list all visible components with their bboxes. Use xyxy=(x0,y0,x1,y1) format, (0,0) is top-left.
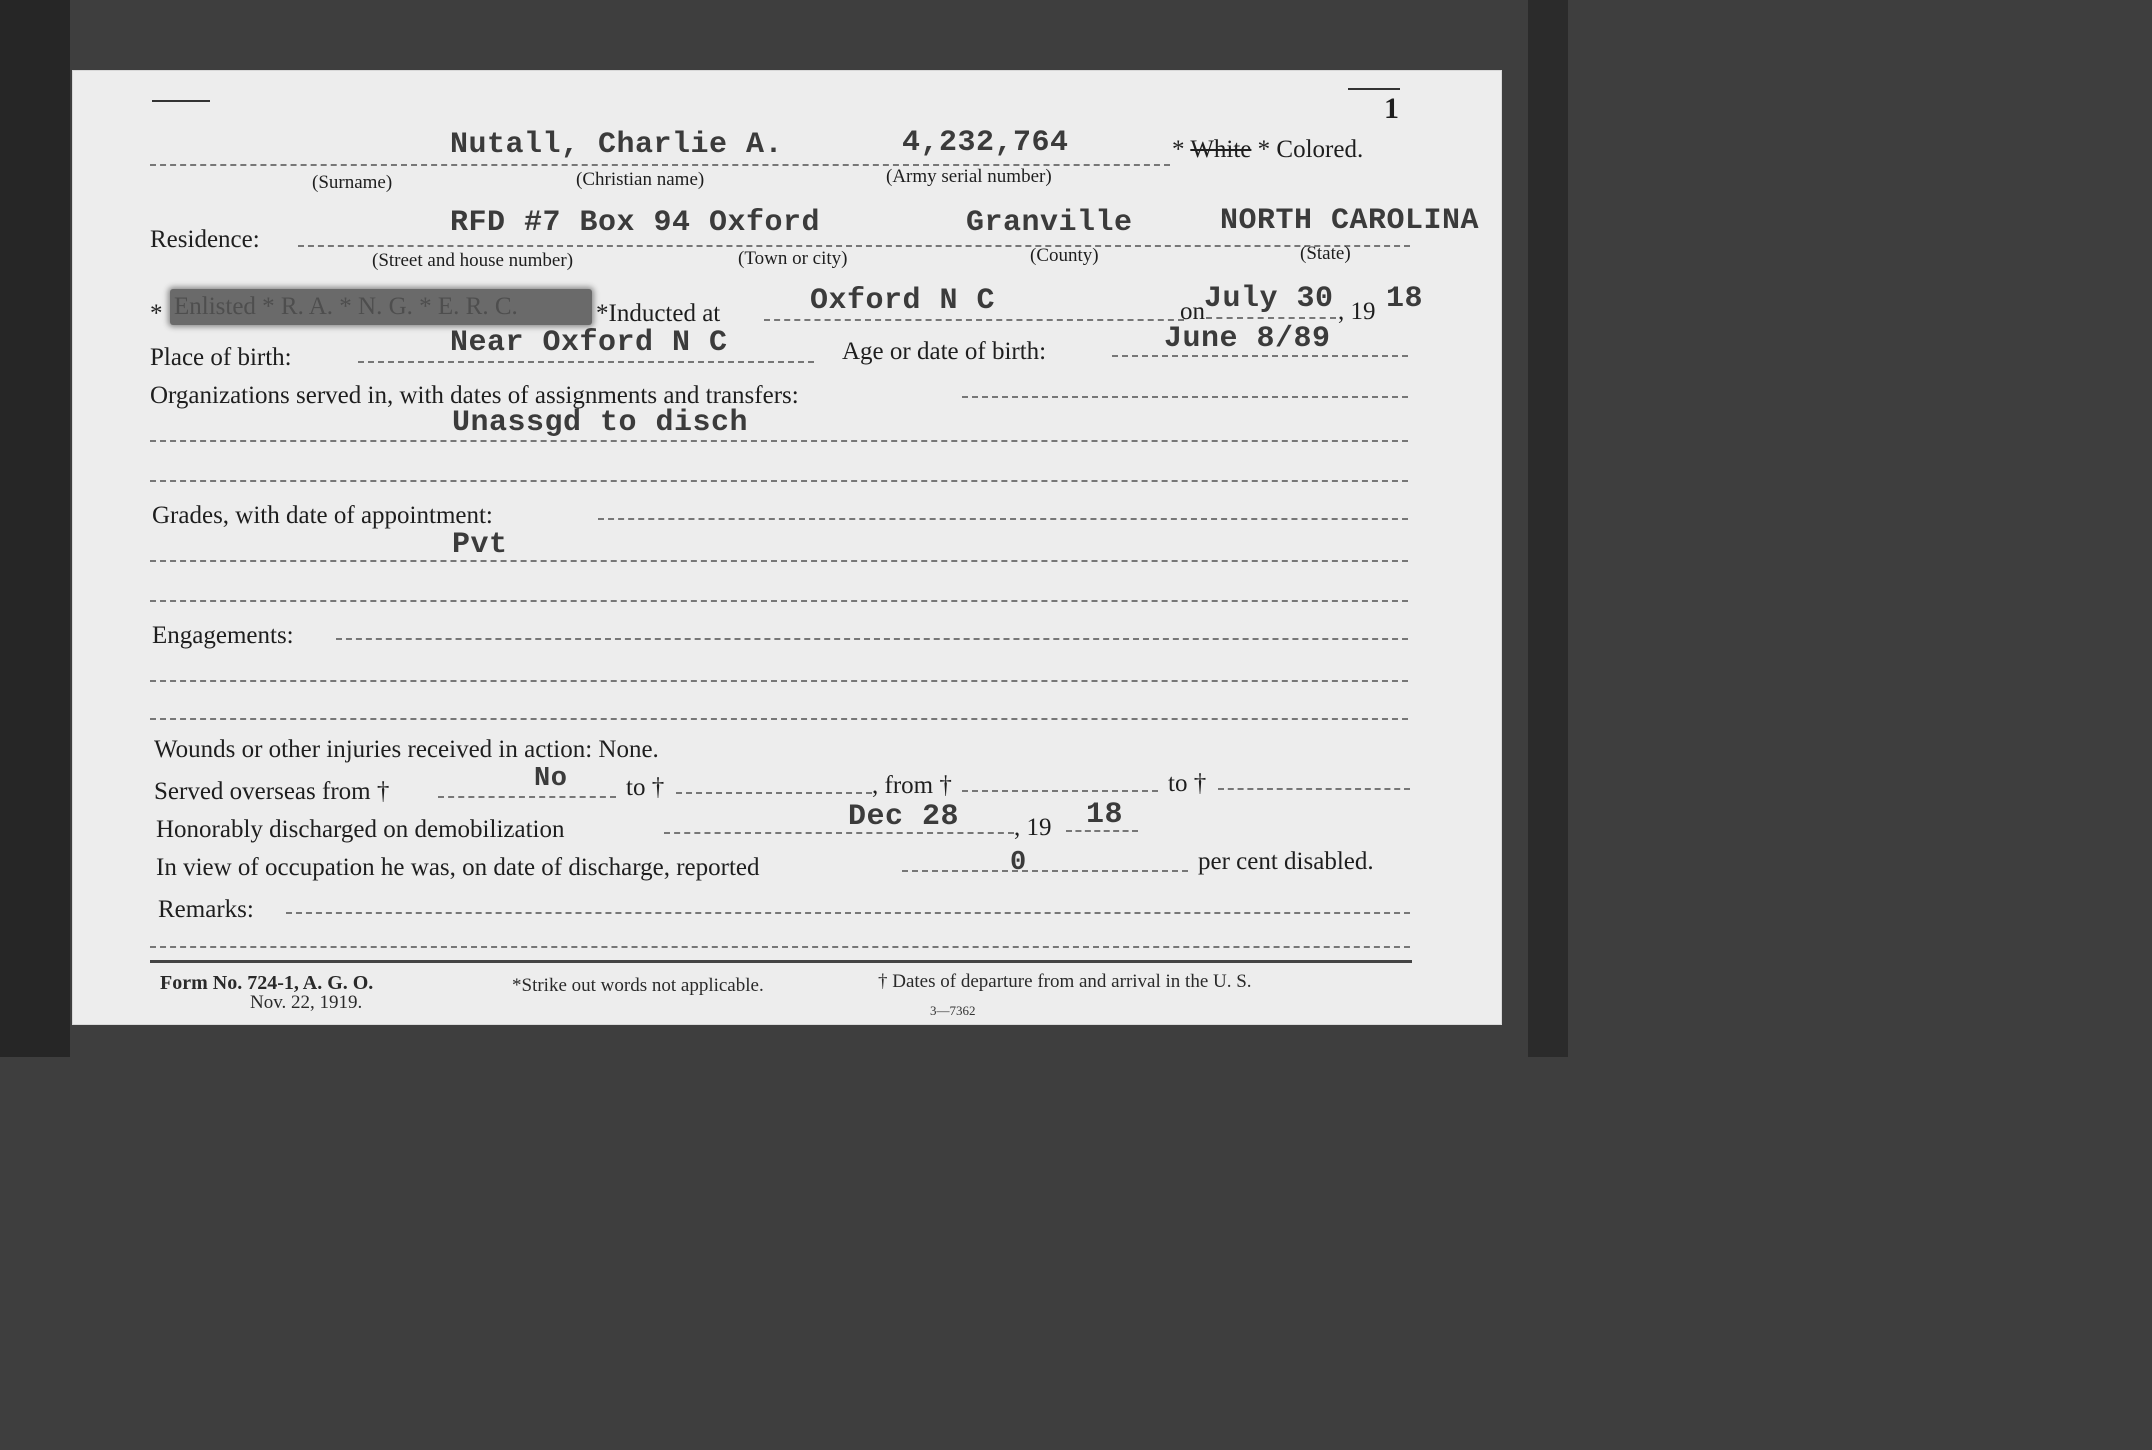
form-number: Form No. 724-1, A. G. O. xyxy=(160,972,374,994)
card-number: 1 xyxy=(1384,92,1399,125)
discharge-date: Dec 28 xyxy=(848,800,960,834)
caption-state: (State) xyxy=(1300,243,1351,264)
grades-line-1 xyxy=(598,518,1408,520)
caption-christian-name: (Christian name) xyxy=(576,169,705,190)
inducted-label: *Inducted at xyxy=(596,300,721,327)
wounds-label: Wounds or other injuries received in action: None. xyxy=(154,736,659,763)
top-right-rule xyxy=(1348,88,1400,90)
caption-surname: (Surname) xyxy=(312,172,393,193)
scan-background-left xyxy=(0,0,70,1057)
organizations-value: Unassgd to disch xyxy=(452,406,749,440)
disability-line xyxy=(902,870,1188,872)
discharge-date-line xyxy=(664,832,1014,834)
grades-line-2 xyxy=(150,560,1408,562)
engagements-line-3 xyxy=(150,718,1408,720)
residence-line xyxy=(298,245,1410,247)
inducted-year-prefix: , 19 xyxy=(1338,298,1376,325)
form-date: Nov. 22, 1919. xyxy=(250,992,363,1013)
caption-serial: (Army serial number) xyxy=(886,166,1052,187)
print-number: 3—7362 xyxy=(930,1003,976,1018)
strike-note: *Strike out words not applicable. xyxy=(512,975,764,996)
remarks-line-1 xyxy=(286,912,1410,914)
inducted-date: July 30 xyxy=(1204,282,1334,316)
grades-value: Pvt xyxy=(452,528,508,562)
overseas-to-1: to † xyxy=(626,774,665,801)
engagements-label: Engagements: xyxy=(152,622,294,649)
race-field: * White * Colored. xyxy=(1172,136,1364,163)
grades-line-3 xyxy=(150,600,1408,602)
race-colored: Colored. xyxy=(1276,136,1364,163)
overseas-value: No xyxy=(534,764,568,794)
discharge-label: Honorably discharged on demobilization xyxy=(156,816,565,843)
organizations-label: Organizations served in, with dates of assignments and transfers: xyxy=(150,382,799,409)
birth-date: June 8/89 xyxy=(1164,322,1331,356)
overseas-to-line-2 xyxy=(1218,788,1410,790)
birthplace-line xyxy=(358,361,814,363)
discharge-year-prefix: , 19 xyxy=(1014,814,1052,841)
inducted-place: Oxford N C xyxy=(810,284,996,318)
discharge-year: 18 xyxy=(1086,798,1124,832)
race-white: White xyxy=(1190,136,1252,163)
name-value: Nutall, Charlie A. xyxy=(450,128,784,162)
engagements-line-1 xyxy=(336,638,1408,640)
overseas-from-2: , from † xyxy=(872,772,952,799)
age-label: Age or date of birth: xyxy=(842,338,1047,365)
residence-street: RFD #7 Box 94 Oxford xyxy=(450,206,821,240)
dates-note: † Dates of departure from and arrival in the U. S. xyxy=(878,971,1252,992)
organizations-line-3 xyxy=(150,480,1408,482)
overseas-label: Served overseas from † xyxy=(154,778,390,805)
disability-label: In view of occupation he was, on date of discharge, reported xyxy=(156,854,760,881)
birthplace-value: Near Oxford N C xyxy=(450,326,728,360)
disability-suffix: per cent disabled. xyxy=(1198,848,1374,875)
organizations-line-2 xyxy=(150,440,1408,442)
birthplace-label: Place of birth: xyxy=(150,344,292,371)
inducted-date-line xyxy=(1206,317,1336,319)
grades-label: Grades, with date of appointment: xyxy=(152,502,493,529)
caption-street: (Street and house number) xyxy=(372,250,574,271)
footer-rule xyxy=(150,960,1412,963)
overseas-to-2: to † xyxy=(1168,770,1207,797)
caption-county: (County) xyxy=(1030,245,1099,266)
inducted-line xyxy=(764,319,1184,321)
overseas-to-line-1 xyxy=(676,792,872,794)
residence-county: Granville xyxy=(966,206,1133,240)
scan-background-right xyxy=(1528,0,1568,1057)
overseas-from-line xyxy=(438,796,616,798)
organizations-line-1 xyxy=(962,396,1408,398)
serial-value: 4,232,764 xyxy=(902,126,1069,160)
remarks-line-2 xyxy=(150,946,1410,948)
engagements-line-2 xyxy=(150,680,1408,682)
residence-state: NORTH CAROLINA xyxy=(1220,204,1480,238)
remarks-label: Remarks: xyxy=(158,896,254,923)
residence-label: Residence: xyxy=(150,226,260,253)
disability-value: 0 xyxy=(1010,848,1027,878)
redacted-enlistment-options: Enlisted * R. A. * N. G. * E. R. C. xyxy=(170,289,592,325)
caption-town: (Town or city) xyxy=(738,248,848,269)
overseas-from-line-2 xyxy=(962,790,1158,792)
top-left-rule xyxy=(152,100,210,102)
inducted-on-label: on xyxy=(1180,298,1205,325)
inducted-year: 18 xyxy=(1386,282,1424,316)
asterisk: * xyxy=(150,300,163,327)
